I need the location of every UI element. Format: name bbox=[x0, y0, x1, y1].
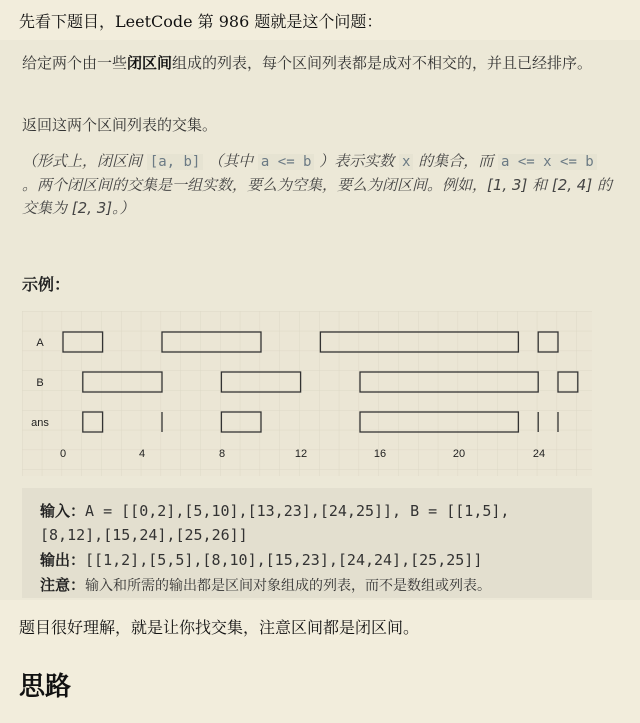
tick-label: 20 bbox=[452, 448, 466, 460]
input-line-2: [8,12],[15,24],[25,26]] bbox=[40, 526, 248, 544]
p3-text-b: （其中 bbox=[203, 152, 258, 170]
note-line bbox=[40, 573, 491, 598]
code-interval: [a, b] bbox=[147, 154, 204, 170]
output-line bbox=[40, 548, 482, 572]
problem-paragraph-1 bbox=[22, 52, 612, 75]
p1-text: 给定两个由一些 bbox=[22, 54, 128, 72]
example-box bbox=[22, 488, 592, 598]
interval-diagram bbox=[22, 311, 592, 476]
output-value: [[1,2],[5,5],[8,10],[15,23],[24,24],[25,25]] bbox=[85, 551, 483, 569]
p3-text-d: 的集合，而 bbox=[413, 152, 499, 170]
p3-text-a: （形式上，闭区间 bbox=[22, 152, 147, 170]
input-line-1 bbox=[40, 499, 509, 523]
p3-text-e: 。两个闭区间的交集是一组实数，要么为空集，要么为闭区间。例如，[1, 3] 和 [2, 4] 的交集为 [2, 3]。） bbox=[22, 176, 612, 217]
code-condition: a <= b bbox=[258, 154, 315, 170]
section-heading: 思路 bbox=[19, 672, 72, 702]
example-label: 示例： bbox=[22, 275, 71, 294]
tick-label: 4 bbox=[138, 448, 146, 460]
input-label: 输入： bbox=[40, 502, 86, 520]
problem-paragraph-3 bbox=[22, 150, 612, 220]
note-label: 注意： bbox=[40, 576, 86, 594]
code-x: x bbox=[399, 154, 413, 170]
code-range: a <= x <= b bbox=[498, 154, 597, 170]
p1-text-end: 组成的列表，每个区间列表都是成对不相交的，并且已经排序。 bbox=[172, 54, 593, 72]
intro-text: 先看下题目，LeetCode 第 986 题就是这个问题： bbox=[19, 12, 383, 31]
note-text: 输入和所需的输出都是区间对象组成的列表，而不是数组或列表。 bbox=[85, 578, 492, 594]
conclusion-text: 题目很好理解，就是让你找交集，注意区间都是闭区间。 bbox=[19, 618, 420, 637]
row-label: B bbox=[36, 377, 44, 389]
input-value-1: A = [[0,2],[5,10],[13,23],[24,25]], B = [[1,5], bbox=[85, 502, 510, 520]
p1-bold-term: 闭区间 bbox=[127, 54, 173, 72]
tick-label: 12 bbox=[294, 448, 308, 460]
tick-label: 8 bbox=[218, 448, 226, 460]
row-label: A bbox=[36, 337, 44, 349]
p3-text-c: ）表示实数 bbox=[314, 152, 400, 170]
row-label: ans bbox=[31, 417, 49, 429]
problem-paragraph-2: 返回这两个区间列表的交集。 bbox=[22, 116, 218, 134]
tick-label: 0 bbox=[59, 448, 67, 460]
problem-description bbox=[0, 40, 640, 600]
tick-label: 16 bbox=[373, 448, 387, 460]
output-label: 输出： bbox=[40, 551, 86, 569]
tick-label: 24 bbox=[532, 448, 546, 460]
